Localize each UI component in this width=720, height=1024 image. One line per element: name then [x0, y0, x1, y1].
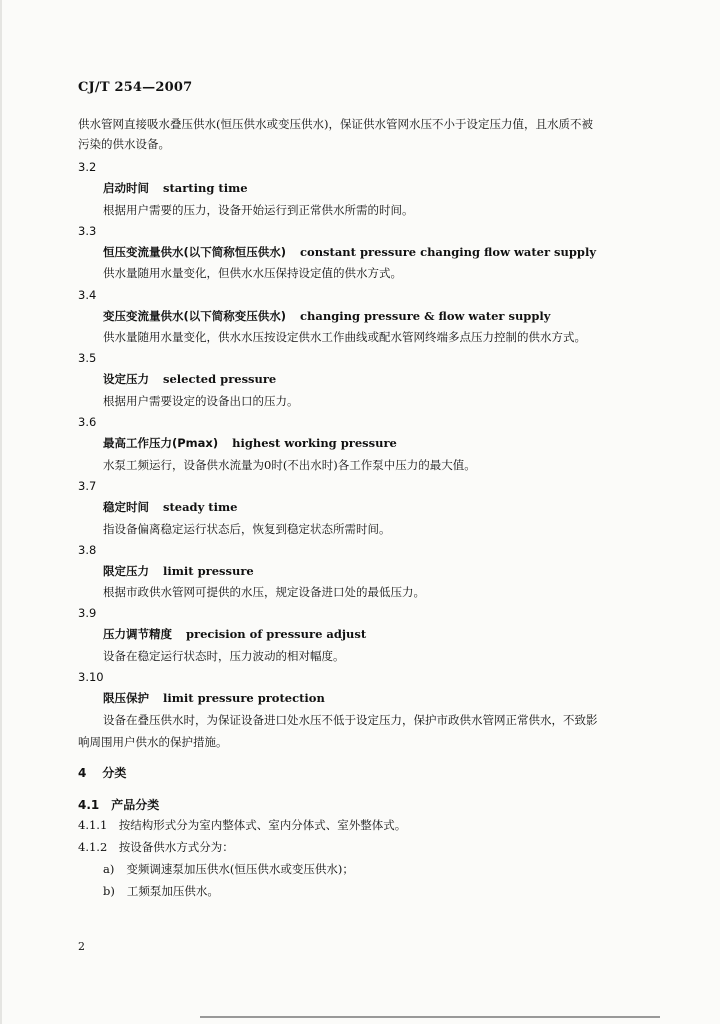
- subsection-heading: [78, 796, 159, 813]
- term-zh: 稳定时间: [103, 500, 149, 514]
- list-item: [103, 859, 354, 879]
- section-number: 4: [78, 766, 87, 780]
- term-heading: [103, 497, 237, 517]
- term-definition: 根据用户需要设定的设备出口的压力。: [103, 394, 299, 408]
- term-heading: [103, 561, 254, 581]
- term-heading: [103, 688, 325, 708]
- list-text: 工频泵加压供水。: [126, 884, 219, 898]
- term-definition: 根据用户需要的压力，设备开始运行到正常供水所需的时间。: [103, 203, 414, 217]
- clause-number: 3.6: [78, 415, 97, 429]
- intro-line-1: 供水管网直接吸水叠压供水(恒压供水或变压供水)，保证供水管网水压不小于设定压力值，且水质不被: [78, 117, 593, 131]
- term-zh: 变压变流量供水(以下简称变压供水): [103, 309, 287, 323]
- clause-number: 3.10: [78, 670, 104, 684]
- term-zh: 最高工作压力(Pmax): [103, 436, 219, 450]
- term-zh: 压力调节精度: [103, 627, 172, 641]
- term-heading: [103, 306, 550, 326]
- clause-number: 3.8: [78, 543, 97, 557]
- term-en: limit pressure: [163, 564, 254, 578]
- term-definition-continued: 响周围用户供水的保护措施。: [78, 735, 228, 749]
- term-definition: 设备在稳定运行状态时，压力波动的相对幅度。: [103, 649, 345, 663]
- term-zh: 限定压力: [103, 564, 149, 578]
- list-text: 变频调速泵加压供水(恒压供水或变压供水)；: [126, 862, 354, 876]
- term-zh: 启动时间: [103, 181, 149, 195]
- term-heading: [103, 178, 248, 198]
- term-definition: 指设备偏离稳定运行状态后，恢复到稳定状态所需时间。: [103, 522, 391, 536]
- term-heading: [103, 369, 276, 389]
- bottom-rule: [200, 1016, 660, 1018]
- scan-edge: [0, 0, 2, 1024]
- term-en: changing pressure & flow water supply: [300, 309, 551, 323]
- term-en: precision of pressure adjust: [186, 627, 367, 641]
- term-zh: 恒压变流量供水(以下简称恒压供水): [103, 245, 287, 259]
- list-marker: b): [103, 884, 115, 898]
- subsection-number: 4.1: [78, 798, 100, 812]
- clause-number: 3.7: [78, 479, 97, 493]
- clause-number: 3.4: [78, 288, 97, 302]
- term-heading: [103, 433, 397, 453]
- clause-number: 3.9: [78, 606, 97, 620]
- list-item: [103, 881, 219, 901]
- term-definition: 根据市政供水管网可提供的水压，规定设备进口处的最低压力。: [103, 585, 425, 599]
- page-number: 2: [78, 940, 85, 953]
- term-en: constant pressure changing flow water supply: [300, 245, 597, 259]
- clause-4-1-1: 4.1.1 按结构形式分为室内整体式、室内分体式、室外整体式。: [78, 818, 407, 832]
- term-heading: [103, 624, 366, 644]
- section-heading: [78, 764, 126, 781]
- list-marker: a): [103, 862, 115, 876]
- term-en: steady time: [163, 500, 238, 514]
- term-en: limit pressure protection: [163, 691, 325, 705]
- term-heading: [103, 242, 596, 262]
- clause-number: 3.3: [78, 224, 97, 238]
- intro-line-2: 污染的供水设备。: [78, 137, 170, 151]
- clause-number: 3.5: [78, 351, 97, 365]
- standard-code-header: CJ/T 254—2007: [78, 80, 193, 95]
- term-definition: 设备在叠压供水时，为保证设备进口处水压不低于设定压力，保护市政供水管网正常供水，不致影: [103, 713, 598, 727]
- term-zh: 限压保护: [103, 691, 149, 705]
- subsection-title: 产品分类: [111, 798, 160, 812]
- clause-number: 3.2: [78, 160, 97, 174]
- term-definition: 供水量随用水量变化，但供水水压保持设定值的供水方式。: [103, 266, 402, 280]
- term-en: starting time: [163, 181, 248, 195]
- clause-4-1-2: 4.1.2 按设备供水方式分为：: [78, 840, 234, 854]
- term-en: selected pressure: [163, 372, 277, 386]
- term-definition: 水泵工频运行，设备供水流量为0时(不出水时)各工作泵中压力的最大值。: [103, 458, 476, 472]
- term-en: highest working pressure: [232, 436, 397, 450]
- term-definition: 供水量随用水量变化，供水水压按设定供水工作曲线或配水管网终端多点压力控制的供水方式。: [103, 330, 586, 344]
- section-title: 分类: [102, 766, 127, 780]
- term-zh: 设定压力: [103, 372, 149, 386]
